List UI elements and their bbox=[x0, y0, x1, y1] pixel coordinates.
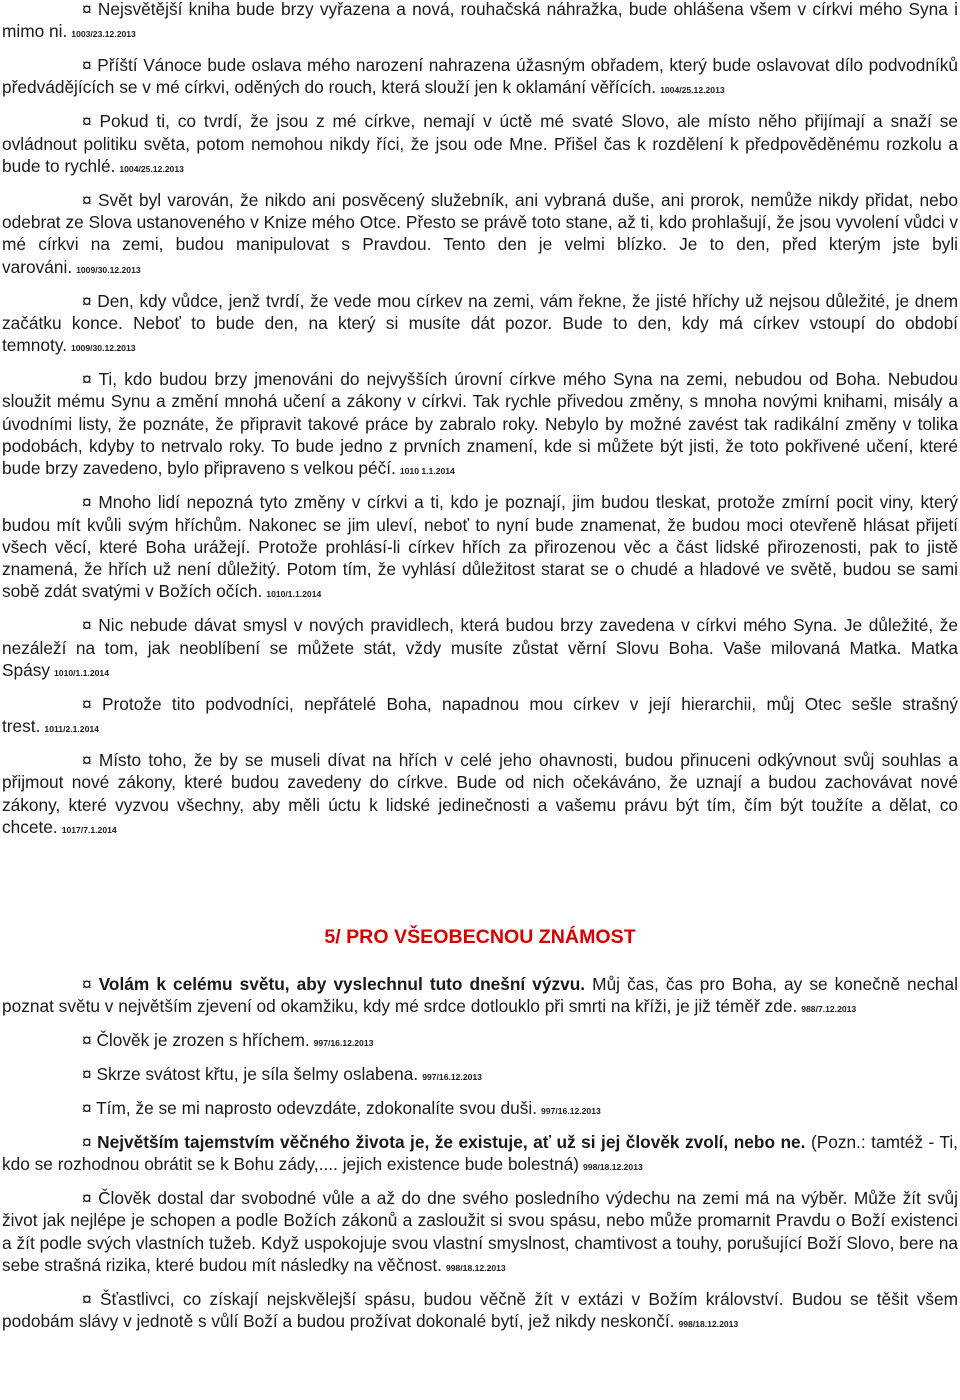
reference-number: 998/18.12.2013 bbox=[583, 1162, 643, 1173]
currency-bullet-icon: ¤ bbox=[82, 615, 92, 636]
reference-number: 1003/23.12.2013 bbox=[71, 29, 136, 40]
paragraph bbox=[2, 749, 958, 841]
currency-bullet-icon: ¤ bbox=[82, 1188, 92, 1209]
reference-number: 998/18.12.2013 bbox=[678, 1319, 739, 1330]
currency-bullet-icon: ¤ bbox=[82, 290, 92, 311]
currency-bullet-icon: ¤ bbox=[82, 55, 92, 76]
currency-bullet-icon: ¤ bbox=[82, 111, 92, 132]
paragraph bbox=[2, 54, 958, 102]
paragraph-text: Nejsvětější kniha bude brzy vyřazena a nová, rouhačská náhražka, bude ohlášena všem v církvi mého Syna i mimo ni. bbox=[2, 0, 958, 42]
paragraph-text: Ti, kdo budou brzy jmenováni do nejvyšších úrovní církve mého Syna na zemi, nebudou od Boha. Nebudou sloužit mému Synu a změní mnohá učení a zákony v církvi. Tak rychle přivedou změny, s mnoha novými knihami, misály a úvodními listy, že poznáte, že připravit takové práce by zabralo roky. Nebylo by možné zavést tak radikální změny v tolika podobách, kdyby to netrvalo roky. To bude jedno z prvních znamení, kde si můžete být jisti, že toto pokřivené učení, které bude brzy zavedeno, bylo připraveno s velkou péčí. bbox=[2, 369, 958, 479]
reference-number: 1010/1.1.2014 bbox=[54, 667, 109, 678]
currency-bullet-icon: ¤ bbox=[82, 369, 92, 390]
paragraph-text: Příští Vánoce bude oslava mého narození nahrazena úžasným obřadem, který bude oslavovat dílo podvodníků předvádějících se v mé církvi, oděných do rouch, která slouží jen k oklamání věřících. bbox=[2, 55, 958, 98]
reference-number: 1009/30.12.2013 bbox=[76, 264, 141, 275]
paragraph bbox=[2, 614, 958, 684]
paragraph-bold-text: Volám k celému světu, aby vyslechnul tuto dnešní výzvu. bbox=[98, 974, 586, 995]
paragraph bbox=[2, 0, 958, 46]
paragraph bbox=[2, 491, 958, 605]
paragraph-text: Pokud ti, co tvrdí, že jsou z mé církve, nemají v úctě mé svaté Slovo, ale místo něho přijímají a snaží se ovládnout politiku světa, potom nemohou nikdy říci, že jsou ode Mne. Přišel čas k rozdělení k předpověděnému rozkolu a bude to rychlé. bbox=[2, 111, 958, 176]
currency-bullet-icon: ¤ bbox=[82, 693, 92, 714]
paragraph-text: Můj čas, čas pro Boha, ay se konečně nechal poznat světu v největším zjevení od okamžiku, kdy mé srdce dotlouklo při smrti na kříži, je již téměř zde. bbox=[2, 974, 958, 1017]
paragraph bbox=[2, 1131, 958, 1179]
paragraph-text: Místo toho, že by se museli dívat na hřích v celé jeho ohavnosti, budou přinuceni odkývnout svůj souhlas a přijmout nové zákony, které budou zavedeny do církve. Bude od nich očekáváno, že uznají a budou zachovávat nové zákony, které vyzvou všechny, aby měli úctu k lidské jedinečnosti a vašemu právu být tím, čím být toužíte a dělat, co chcete. bbox=[2, 749, 958, 837]
paragraph bbox=[2, 1187, 958, 1279]
reference-number: 1004/25.12.2013 bbox=[660, 85, 725, 96]
paragraph-text: Nic nebude dávat smysl v nových pravidlech, která budou brzy zavedena v církvi mého Syna. Je důležité, že nezáleží na tom, jak neoblíbení se můžete stát, vždy musíte zůstat věrní Slovu Boha. Vaše milovaná Matka. Matka Spásy bbox=[2, 615, 958, 680]
currency-bullet-icon: ¤ bbox=[82, 0, 92, 19]
paragraph-text: Skrze svátost křtu, je síla šelmy oslabena. bbox=[96, 1064, 419, 1085]
currency-bullet-icon: ¤ bbox=[82, 749, 92, 770]
reference-number: 1004/25.12.2013 bbox=[119, 163, 184, 174]
reference-number: 1017/7.1.2014 bbox=[61, 824, 117, 835]
reference-number: 1010 1.1.2014 bbox=[399, 466, 455, 477]
currency-bullet-icon: ¤ bbox=[82, 1132, 92, 1152]
section-heading: 5/ PRO VŠEOBECNOU ZNÁMOST bbox=[324, 926, 636, 949]
paragraph-text: Den, kdy vůdce, jenž tvrdí, že vede mou církev na zemi, vám řekne, že jisté hříchy už nejsou důležité, je dnem začátku konce. Neboť to bude den, na který si musíte dát pozor. Bude to den, kdy má církev vstoupí do období temnoty. bbox=[2, 290, 958, 356]
reference-number: 997/16.12.2013 bbox=[313, 1038, 374, 1049]
currency-bullet-icon: ¤ bbox=[82, 974, 92, 995]
paragraph-text: Protože tito podvodníci, nepřátelé Boha, napadnou mou církev v její hierarchii, můj Otec sešle strašný trest. bbox=[2, 693, 958, 737]
reference-number: 1010/1.1.2014 bbox=[266, 589, 322, 600]
paragraph bbox=[2, 110, 958, 180]
paragraph-text: Mnoho lidí nepozná tyto změny v církvi a ti, kdo je poznají, jim budou tleskat, protože zmírní pocit viny, který budou mít kvůli svým hříchům. Nakonec se jim uleví, neboť to nyní bude znamenat, že budou moci otevřeně hlásat přijetí všech věcí, které Boha urážejí. Protože prohlásí-li církev hřích za přirozenou věc a část lidské přirozenosti, pak to jistě znamená, že hřích už není důležitý. Potom tím, že vyhlásí důležitost starat se o chudé a hladové ve světě, budou se sami sobě zdát svatými v Božích očích. bbox=[2, 492, 958, 602]
reference-number: 997/16.12.2013 bbox=[422, 1072, 482, 1083]
paragraph bbox=[2, 973, 958, 1021]
paragraph bbox=[2, 693, 958, 741]
currency-bullet-icon: ¤ bbox=[82, 1064, 92, 1085]
paragraph-text: Šťastlivci, co získají nejskvělejší spásu, budou věčně žít v extázi v Božím království. Budou se těšit všem podobám slávy v jednotě s vůlí Boží a budou prožívat dokonalé bytí, jež nikdy neskončí. bbox=[2, 1288, 958, 1332]
paragraph-text: Člověk je zrozen s hříchem. bbox=[96, 1030, 310, 1051]
reference-number: 998/18.12.2013 bbox=[445, 1263, 506, 1274]
reference-number: 997/16.12.2013 bbox=[541, 1106, 601, 1117]
paragraph bbox=[2, 189, 958, 281]
currency-bullet-icon: ¤ bbox=[82, 492, 92, 513]
paragraph bbox=[2, 1063, 958, 1088]
currency-bullet-icon: ¤ bbox=[82, 1030, 92, 1051]
paragraph-text: Svět byl varován, že nikdo ani posvěcený služebník, ani vybraná duše, ani prorok, nemůže nikdy přidat, nebo odebrat ze Slova ustanoveného v Knize mého Otce. Přesto se právě toto stane, až ti, kdo prohlašují, že jsou vyvolení vůdci v mé církvi na zemi, budou manipulovat s Pravdou. Tento den je velmi blízko. Je to den, před kterým jste byli varováni. bbox=[2, 189, 958, 277]
reference-number: 1009/30.12.2013 bbox=[71, 343, 136, 354]
paragraph-text: Člověk dostal dar svobodné vůle a až do dne svého posledního výdechu na zemi má na výběr. Může žít svůj život jak nejlépe je schopen a podle Božích zákonů a zasloužit si svou spásu, nebo může promarnit Pravdu o Boží existenci a žít podle svých vlastních tužeb. Když uspokojuje svou vlastní smyslnost, chamtivost a touhy, porušující Boží Slovo, bere na sebe strašná rizika, které budou mít následky na věčnost. bbox=[2, 1188, 958, 1276]
paragraph bbox=[2, 290, 958, 360]
paragraph-bold-text: Největším tajemstvím věčného života je, že existuje, ať už si jej člověk zvolí, nebo ne. bbox=[97, 1132, 806, 1152]
currency-bullet-icon: ¤ bbox=[82, 189, 92, 210]
currency-bullet-icon: ¤ bbox=[82, 1288, 92, 1309]
reference-number: 988/7.12.2013 bbox=[801, 1004, 857, 1015]
paragraph-text: (Pozn.: tamtéž - Ti, kdo se rozhodnou obrátit se k Bohu zády,.... jejich existence bude bolestná) bbox=[2, 1132, 958, 1175]
reference-number: 1011/2.1.2014 bbox=[44, 724, 99, 735]
paragraph bbox=[2, 1029, 958, 1054]
paragraph-text: Tím, že se mi naprosto odevzdáte, zdokonalíte svou duši. bbox=[96, 1098, 538, 1119]
paragraph bbox=[2, 1288, 958, 1336]
currency-bullet-icon: ¤ bbox=[82, 1098, 92, 1119]
paragraph bbox=[2, 1097, 958, 1122]
paragraph bbox=[2, 368, 958, 482]
